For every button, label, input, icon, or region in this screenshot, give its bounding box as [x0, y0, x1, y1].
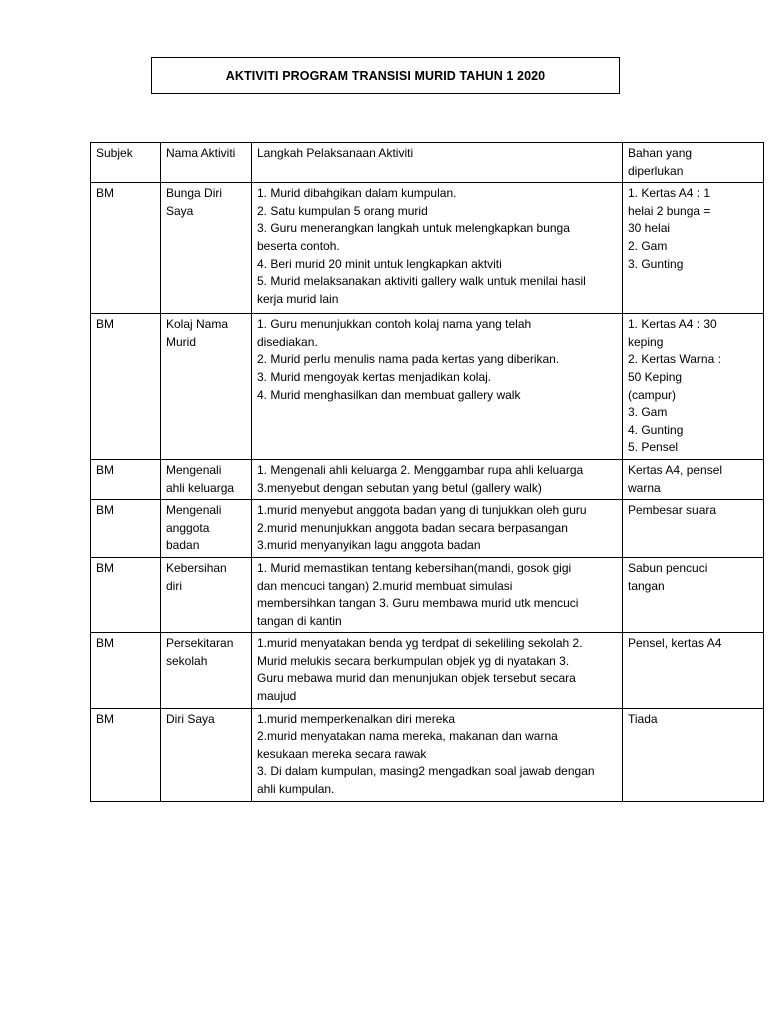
cell-nama-aktiviti [161, 708, 252, 801]
table-row [91, 633, 764, 708]
cell-bahan-line: Sabun pencuci [628, 560, 708, 575]
cell-subjek: BM [91, 314, 161, 460]
table-header-row [91, 143, 764, 183]
cell-nama-aktiviti-line: Persekitaran [166, 636, 234, 651]
cell-langkah-line: dan mencuci tangan) 2.murid membuat simulasi [257, 578, 513, 593]
cell-subjek: BM [91, 183, 161, 314]
cell-nama-aktiviti-line: Saya [166, 203, 194, 218]
cell-bahan-line: Kertas A4, pensel [628, 462, 723, 477]
header-subjek: Subjek [91, 143, 161, 183]
cell-nama-aktiviti [161, 633, 252, 708]
cell-bahan-line: 1. Kertas A4 : 1 [628, 186, 711, 201]
cell-langkah-line: 2. Satu kumpulan 5 orang murid [257, 203, 428, 218]
table-row [91, 500, 764, 558]
cell-langkah-line: maujud [257, 689, 297, 704]
cell-bahan-line: 50 Keping [628, 369, 683, 384]
cell-langkah [252, 708, 623, 801]
cell-langkah-line: 1. Murid memastikan tentang kebersihan(mandi, gosok gigi [257, 560, 572, 575]
cell-langkah-line: Murid melukis secara berkumpulan objek yg di nyatakan 3. [257, 653, 570, 668]
cell-langkah-line: membersihkan tangan 3. Guru membawa murid utk mencuci [257, 596, 579, 611]
cell-bahan [623, 633, 764, 708]
cell-bahan-line: helai 2 bunga = [628, 203, 711, 218]
cell-langkah-line: 2.murid menyatakan nama mereka, makanan dan warna [257, 729, 558, 744]
cell-langkah-line: kesukaan mereka secara rawak [257, 746, 427, 761]
cell-langkah [252, 557, 623, 632]
cell-langkah-line: 4. Murid menghasilkan dan membuat gallery walk [257, 387, 521, 402]
cell-langkah-line: tangan di kantin [257, 613, 342, 628]
cell-subjek: BM [91, 708, 161, 801]
cell-bahan [623, 557, 764, 632]
cell-nama-aktiviti-line: badan [166, 538, 200, 553]
header-bahan-line: diperlukan [628, 163, 684, 178]
cell-langkah [252, 183, 623, 314]
cell-langkah-line: Guru mebawa murid dan menunjukan objek tersebut secara [257, 671, 576, 686]
cell-nama-aktiviti-line: ahli keluarga [166, 480, 235, 495]
cell-bahan-line: (campur) [628, 387, 677, 402]
cell-langkah-line: 1. Murid dibahgikan dalam kumpulan. [257, 186, 457, 201]
document-title: AKTIVITI PROGRAM TRANSISI MURID TAHUN 1 2020 [225, 68, 546, 83]
cell-langkah-line: 1. Mengenali ahli keluarga 2. Menggambar rupa ahli keluarga [257, 462, 584, 477]
cell-nama-aktiviti-line: Bunga Diri [166, 186, 223, 201]
cell-langkah-line: 1.murid memperkenalkan diri mereka [257, 711, 456, 726]
cell-langkah-line: 2. Murid perlu menulis nama pada kertas yang diberikan. [257, 352, 560, 367]
cell-bahan-line: Pensel, kertas A4 [628, 636, 722, 651]
cell-subjek: BM [91, 459, 161, 499]
table-row [91, 459, 764, 499]
cell-langkah-line: 3.menyebut dengan sebutan yang betul (gallery walk) [257, 480, 542, 495]
cell-langkah-line: 3. Murid mengoyak kertas menjadikan kolaj. [257, 369, 492, 384]
cell-bahan-line: 5. Pensel [628, 440, 679, 455]
cell-bahan-line: 30 helai [628, 221, 671, 236]
cell-nama-aktiviti-line: Mengenali [166, 462, 222, 477]
cell-nama-aktiviti-line: Mengenali [166, 503, 222, 518]
cell-nama-aktiviti-line: Diri Saya [166, 711, 215, 726]
cell-langkah-line: kerja murid lain [257, 291, 339, 306]
cell-langkah [252, 633, 623, 708]
cell-langkah-line: beserta contoh. [257, 238, 340, 253]
cell-nama-aktiviti [161, 500, 252, 558]
table-row [91, 314, 764, 460]
cell-nama-aktiviti-line: sekolah [166, 653, 208, 668]
cell-bahan-line: 3. Gunting [628, 256, 684, 271]
table-row [91, 557, 764, 632]
table-row [91, 183, 764, 314]
cell-langkah [252, 500, 623, 558]
cell-nama-aktiviti [161, 557, 252, 632]
cell-bahan-line: 2. Kertas Warna : [628, 352, 721, 367]
document-title-box [151, 57, 620, 94]
cell-subjek: BM [91, 557, 161, 632]
cell-nama-aktiviti-line: Kebersihan [166, 560, 227, 575]
cell-langkah-line: 3. Di dalam kumpulan, masing2 mengadkan soal jawab dengan [257, 764, 595, 779]
cell-bahan-line: 2. Gam [628, 238, 668, 253]
cell-bahan-line: warna [628, 480, 661, 495]
cell-nama-aktiviti [161, 459, 252, 499]
cell-bahan-line: keping [628, 334, 664, 349]
cell-langkah-line: 3.murid menyanyikan lagu anggota badan [257, 538, 481, 553]
cell-subjek: BM [91, 500, 161, 558]
cell-bahan-line: Tiada [628, 711, 658, 726]
cell-bahan-line: Pembesar suara [628, 503, 717, 518]
cell-langkah-line: 1.murid menyebut anggota badan yang di tunjukkan oleh guru [257, 503, 587, 518]
cell-langkah-line: 3. Guru menerangkan langkah untuk melengkapkan bunga [257, 221, 570, 236]
cell-langkah-line: ahli kumpulan. [257, 782, 335, 797]
cell-langkah-line: disediakan. [257, 334, 318, 349]
cell-langkah-line: 4. Beri murid 20 minit untuk lengkapkan aktviti [257, 256, 502, 271]
cell-bahan [623, 708, 764, 801]
header-nama-aktiviti: Nama Aktiviti [161, 143, 252, 183]
cell-nama-aktiviti-line: Kolaj Nama [166, 317, 229, 332]
cell-nama-aktiviti [161, 183, 252, 314]
cell-nama-aktiviti [161, 314, 252, 460]
cell-bahan-line: 3. Gam [628, 405, 668, 420]
cell-langkah-line: 5. Murid melaksanakan aktiviti gallery walk untuk menilai hasil [257, 274, 586, 289]
cell-nama-aktiviti-line: diri [166, 578, 183, 593]
header-bahan-line: Bahan yang [628, 146, 693, 160]
cell-nama-aktiviti-line: Murid [166, 334, 197, 349]
cell-nama-aktiviti-line: anggota [166, 520, 210, 535]
cell-bahan [623, 183, 764, 314]
activity-table [90, 142, 764, 802]
cell-bahan-line: tangan [628, 578, 665, 593]
cell-langkah-line: 2.murid menunjukkan anggota badan secara berpasangan [257, 520, 568, 535]
cell-bahan [623, 314, 764, 460]
header-bahan [623, 143, 764, 183]
cell-langkah [252, 314, 623, 460]
cell-langkah-line: 1.murid menyatakan benda yg terdpat di sekeliling sekolah 2. [257, 636, 583, 651]
cell-langkah [252, 459, 623, 499]
cell-bahan [623, 500, 764, 558]
cell-bahan-line: 1. Kertas A4 : 30 [628, 317, 717, 332]
cell-subjek: BM [91, 633, 161, 708]
cell-bahan [623, 459, 764, 499]
table-row [91, 708, 764, 801]
cell-langkah-line: 1. Guru menunjukkan contoh kolaj nama yang telah [257, 317, 532, 332]
cell-bahan-line: 4. Gunting [628, 422, 684, 437]
header-langkah-pelaksanaan: Langkah Pelaksanaan Aktiviti [252, 143, 623, 183]
